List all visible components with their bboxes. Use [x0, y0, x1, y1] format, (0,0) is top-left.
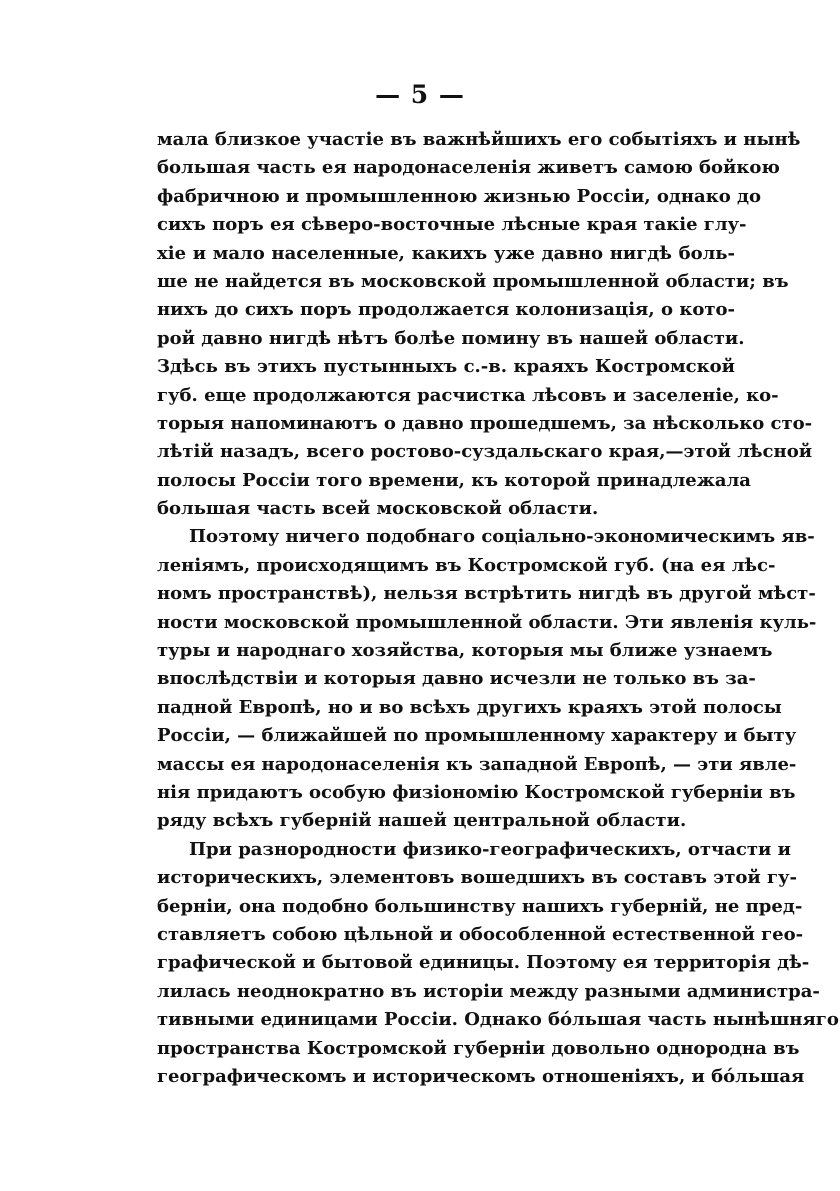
- text-line: нія придаютъ особую физіономію Костромской губерніи въ: [157, 781, 796, 803]
- text-line: ряду всѣхъ губерній нашей центральной области.: [157, 810, 687, 832]
- text-line: сихъ поръ ея сѣверо-восточные лѣсные края такіе глу-: [157, 214, 747, 236]
- text-line: большая часть ея народонаселенія живетъ самою бойкою: [157, 157, 780, 179]
- text-line: нихъ до сихъ поръ продолжается колонизація, о кото-: [157, 299, 735, 321]
- text-line: полосы Россіи того времени, къ которой принадлежала: [157, 469, 751, 491]
- text-line: Россіи, — ближайшей по промышленному характеру и быту: [157, 725, 797, 747]
- text-line: графической и бытовой единицы. Поэтому ея территорія дѣ-: [157, 952, 810, 974]
- text-line: леніямъ, происходящимъ въ Костромской губ. (на ея лѣс-: [157, 554, 776, 576]
- page-number: — 5 —: [375, 80, 465, 109]
- text-line: мала близкое участіе въ важнѣйшихъ его событіяхъ и нынѣ: [157, 129, 801, 150]
- text-line: Поэтому ничего подобнаго соціально-экономическимъ яв-: [189, 526, 815, 548]
- text-line: губ. еще продолжаются расчистка лѣсовъ и заселеніе, ко-: [157, 384, 779, 406]
- text-line: историческихъ, элементовъ вошедшихъ въ составъ этой гу-: [157, 867, 797, 889]
- body-text: [157, 126, 839, 1091]
- text-line: При разнородности физико-географическихъ, отчасти и: [189, 838, 791, 860]
- text-line: ставляетъ собою цѣльной и обособленной естественной гео-: [157, 923, 804, 945]
- text-line: хіе и мало населенные, какихъ уже давно нигдѣ боль-: [157, 242, 735, 264]
- text-line: торыя напоминаютъ о давно прошедшемъ, за нѣсколько сто-: [157, 412, 813, 434]
- text-line: пространства Костромской губерніи довольно однородна въ: [157, 1037, 800, 1059]
- text-line: фабричною и промышленною жизнью Россіи, однако до: [157, 185, 761, 207]
- text-line: туры и народнаго хозяйства, которыя мы ближе узнаемъ: [157, 640, 773, 662]
- text-line: тивными единицами Россіи. Однако бо́льшая часть нынѣшняго: [157, 1009, 839, 1031]
- text-line: географическомъ и историческомъ отношеніяхъ, и бо́льшая: [157, 1065, 805, 1087]
- text-line: ности московской промышленной области. Эти явленія куль-: [157, 611, 817, 633]
- text-line: номъ пространствѣ), нельзя встрѣтить нигдѣ въ другой мѣст-: [157, 583, 816, 605]
- text-line: лѣтій назадъ, всего ростово-суздальскаго края,—этой лѣсной: [157, 441, 813, 463]
- text-line: массы ея народонаселенія къ западной Европѣ, — эти явле-: [157, 753, 797, 775]
- text-line: рой давно нигдѣ нѣтъ болѣе помину въ нашей области.: [157, 327, 745, 349]
- text-line: падной Европѣ, но и во всѣхъ другихъ краяхъ этой полосы: [157, 696, 782, 718]
- text-line: Здѣсь въ этихъ пустынныхъ с.-в. краяхъ Костромской: [157, 356, 735, 378]
- text-line: ше не найдется въ московской промышленной области; въ: [157, 270, 789, 292]
- text-line: лилась неоднократно въ исторіи между разными администра-: [157, 980, 820, 1002]
- text-line: большая часть всей московской области.: [157, 498, 599, 520]
- text-line: впослѣдствіи и которыя давно исчезли не только въ за-: [157, 668, 756, 690]
- text-line: берніи, она подобно большинству нашихъ губерній, не пред-: [157, 895, 803, 917]
